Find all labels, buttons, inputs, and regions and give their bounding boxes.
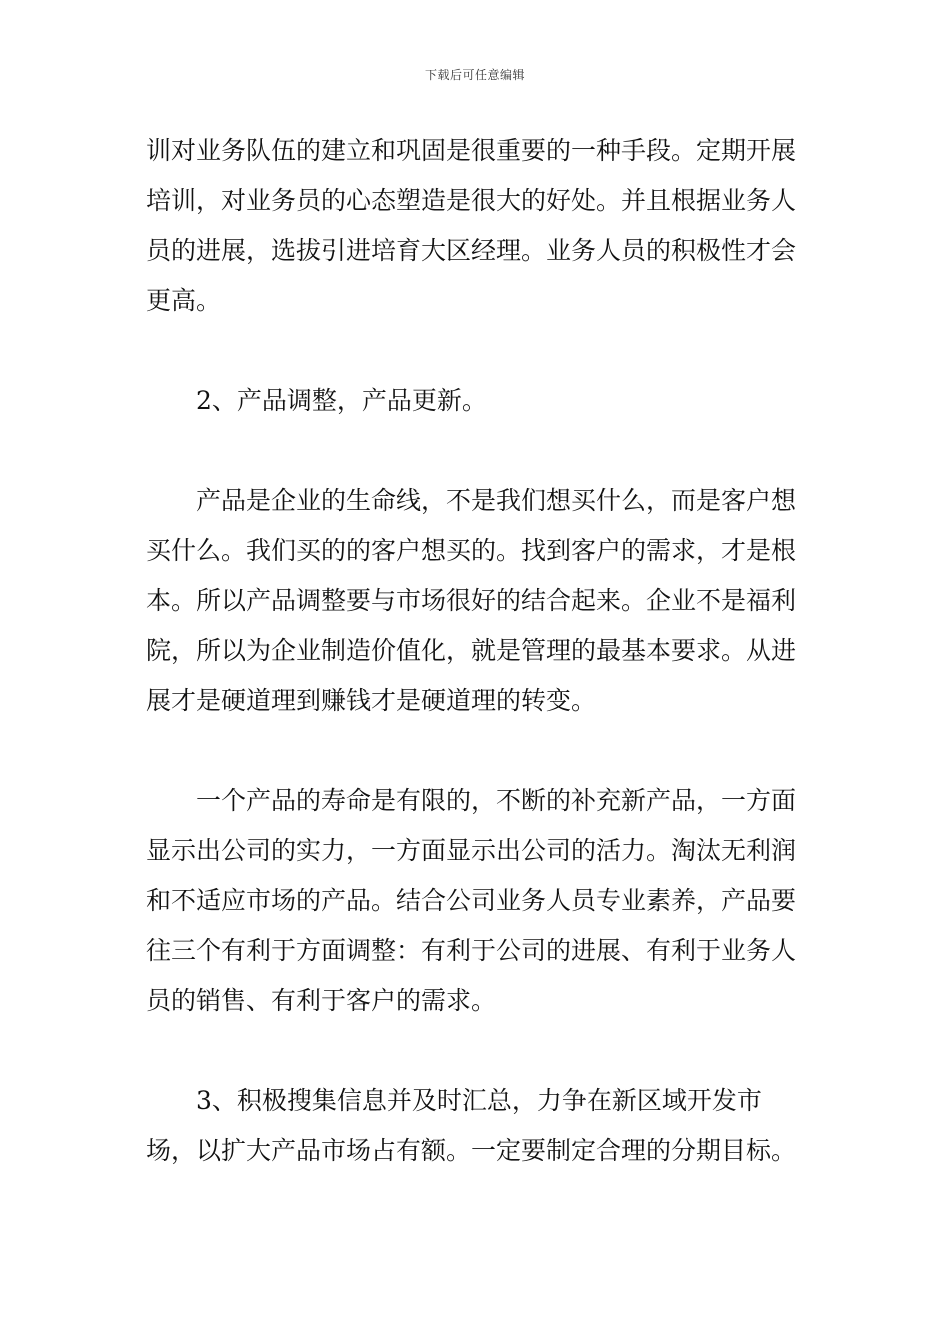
paragraph-gap bbox=[146, 326, 810, 376]
paragraph-gap bbox=[146, 726, 810, 776]
paragraph-gap bbox=[146, 1026, 810, 1076]
paragraph-section-2-heading: 2、产品调整，产品更新。 bbox=[196, 386, 487, 415]
document-body bbox=[146, 126, 810, 1176]
paragraph-training-continuation: 训对业务队伍的建立和巩固是很重要的一种手段。定期开展培训，对业务员的心态塑造是很大的好处。并且根据业务人员的进展，选拔引进培育大区经理。业务人员的积极性才会更高。 bbox=[146, 136, 797, 315]
paragraph-product-lifespan: 一个产品的寿命是有限的，不断的补充新产品，一方面显示出公司的实力，一方面显示出公司的活力。淘汰无利润和不适应市场的产品。结合公司业务人员专业素养，产品要往三个有利于方面调整：有利于公司的进展、有利于业务人员的销售、有利于客户的需求。 bbox=[146, 786, 797, 1015]
paragraph-section-3: 3、积极搜集信息并及时汇总，力争在新区域开发市场，以扩大产品市场占有额。一定要制定合理的分期目标。 bbox=[146, 1086, 797, 1165]
page-header: 下载后可任意编辑 bbox=[424, 68, 525, 82]
paragraph-product-lifeline: 产品是企业的生命线，不是我们想买什么，而是客户想买什么。我们买的的客户想买的。找到客户的需求，才是根本。所以产品调整要与市场很好的结合起来。企业不是福利院，所以为企业制造价值化，就是管理的最基本要求。从进展才是硬道理到赚钱才是硬道理的转变。 bbox=[146, 486, 797, 715]
paragraph-gap bbox=[146, 426, 810, 476]
